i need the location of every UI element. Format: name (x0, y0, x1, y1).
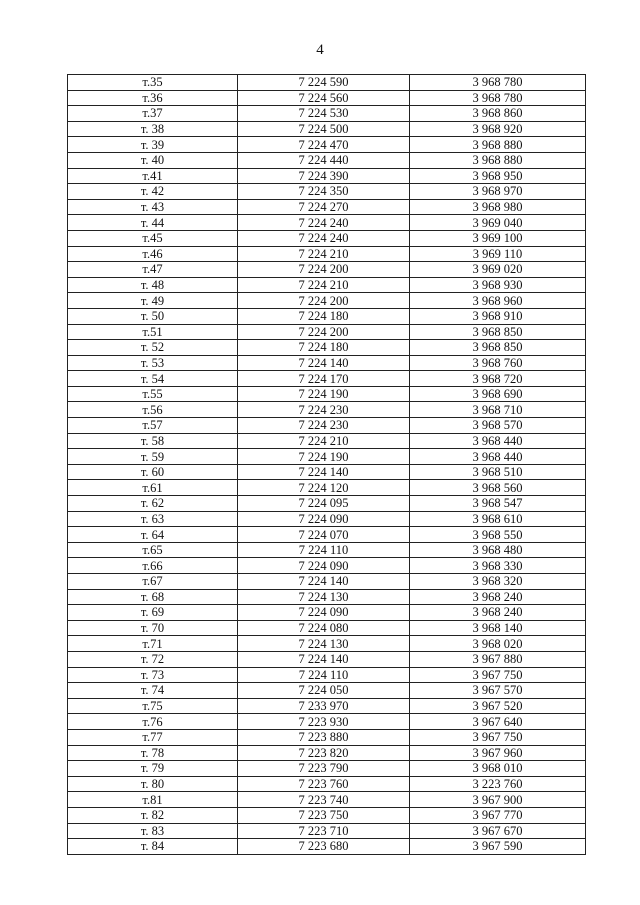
x-coordinate-cell: 7 223 790 (238, 761, 410, 777)
table-row (68, 402, 586, 418)
y-coordinate-cell: 3 968 760 (410, 355, 586, 371)
y-coordinate-cell: 3 969 110 (410, 246, 586, 262)
table-row (68, 620, 586, 636)
x-coordinate-cell: 7 223 820 (238, 745, 410, 761)
table-row (68, 324, 586, 340)
x-coordinate-cell: 7 224 390 (238, 168, 410, 184)
x-coordinate-cell: 7 224 240 (238, 230, 410, 246)
point-label-cell: т. 64 (68, 527, 238, 543)
y-coordinate-cell: 3 968 440 (410, 449, 586, 465)
table-row (68, 605, 586, 621)
table-row (68, 137, 586, 153)
y-coordinate-cell: 3 968 950 (410, 168, 586, 184)
table-row (68, 761, 586, 777)
x-coordinate-cell: 7 224 140 (238, 464, 410, 480)
table-row (68, 246, 586, 262)
y-coordinate-cell: 3 968 860 (410, 106, 586, 122)
table-row (68, 574, 586, 590)
point-label-cell: т. 52 (68, 340, 238, 356)
point-label-cell: т.81 (68, 792, 238, 808)
y-coordinate-cell: 3 968 560 (410, 480, 586, 496)
table-row (68, 230, 586, 246)
x-coordinate-cell: 7 224 090 (238, 605, 410, 621)
point-label-cell: т.77 (68, 729, 238, 745)
x-coordinate-cell: 7 224 200 (238, 262, 410, 278)
point-label-cell: т.56 (68, 402, 238, 418)
y-coordinate-cell: 3 967 640 (410, 714, 586, 730)
y-coordinate-cell: 3 968 690 (410, 386, 586, 402)
y-coordinate-cell: 3 967 750 (410, 729, 586, 745)
x-coordinate-cell: 7 224 350 (238, 184, 410, 200)
x-coordinate-cell: 7 233 970 (238, 698, 410, 714)
x-coordinate-cell: 7 223 740 (238, 792, 410, 808)
point-label-cell: т. 62 (68, 496, 238, 512)
point-label-cell: т. 53 (68, 355, 238, 371)
table-row (68, 823, 586, 839)
table-row (68, 308, 586, 324)
y-coordinate-cell: 3 967 570 (410, 683, 586, 699)
x-coordinate-cell: 7 223 710 (238, 823, 410, 839)
x-coordinate-cell: 7 224 110 (238, 667, 410, 683)
table-row (68, 698, 586, 714)
y-coordinate-cell: 3 969 020 (410, 262, 586, 278)
x-coordinate-cell: 7 223 750 (238, 807, 410, 823)
y-coordinate-cell: 3 968 850 (410, 324, 586, 340)
x-coordinate-cell: 7 223 880 (238, 729, 410, 745)
point-label-cell: т.75 (68, 698, 238, 714)
y-coordinate-cell: 3 968 140 (410, 620, 586, 636)
point-label-cell: т.45 (68, 230, 238, 246)
point-label-cell: т. 44 (68, 215, 238, 231)
x-coordinate-cell: 7 224 180 (238, 340, 410, 356)
x-coordinate-cell: 7 224 080 (238, 620, 410, 636)
x-coordinate-cell: 7 224 130 (238, 589, 410, 605)
x-coordinate-cell: 7 224 210 (238, 277, 410, 293)
x-coordinate-cell: 7 224 590 (238, 75, 410, 91)
table-row (68, 745, 586, 761)
y-coordinate-cell: 3 968 610 (410, 511, 586, 527)
x-coordinate-cell: 7 224 170 (238, 371, 410, 387)
table-row (68, 683, 586, 699)
y-coordinate-cell: 3 967 520 (410, 698, 586, 714)
table-row (68, 355, 586, 371)
x-coordinate-cell: 7 224 190 (238, 449, 410, 465)
point-label-cell: т. 54 (68, 371, 238, 387)
x-coordinate-cell: 7 224 090 (238, 511, 410, 527)
point-label-cell: т. 79 (68, 761, 238, 777)
table-row (68, 511, 586, 527)
table-row (68, 199, 586, 215)
x-coordinate-cell: 7 224 270 (238, 199, 410, 215)
point-label-cell: т. 83 (68, 823, 238, 839)
table-row (68, 121, 586, 137)
table-row (68, 184, 586, 200)
x-coordinate-cell: 7 224 110 (238, 542, 410, 558)
point-label-cell: т.51 (68, 324, 238, 340)
point-label-cell: т. 39 (68, 137, 238, 153)
y-coordinate-cell: 3 969 100 (410, 230, 586, 246)
table-row (68, 651, 586, 667)
point-label-cell: т. 43 (68, 199, 238, 215)
x-coordinate-cell: 7 224 070 (238, 527, 410, 543)
y-coordinate-cell: 3 967 900 (410, 792, 586, 808)
y-coordinate-cell: 3 968 020 (410, 636, 586, 652)
point-label-cell: т.41 (68, 168, 238, 184)
x-coordinate-cell: 7 224 230 (238, 418, 410, 434)
x-coordinate-cell: 7 224 130 (238, 636, 410, 652)
point-label-cell: т. 80 (68, 776, 238, 792)
point-label-cell: т. 74 (68, 683, 238, 699)
coordinates-table (67, 74, 586, 855)
x-coordinate-cell: 7 224 140 (238, 651, 410, 667)
point-label-cell: т.37 (68, 106, 238, 122)
x-coordinate-cell: 7 224 140 (238, 574, 410, 590)
point-label-cell: т.35 (68, 75, 238, 91)
x-coordinate-cell: 7 224 560 (238, 90, 410, 106)
x-coordinate-cell: 7 224 470 (238, 137, 410, 153)
point-label-cell: т. 58 (68, 433, 238, 449)
x-coordinate-cell: 7 224 210 (238, 433, 410, 449)
point-label-cell: т. 38 (68, 121, 238, 137)
x-coordinate-cell: 7 224 230 (238, 402, 410, 418)
point-label-cell: т.71 (68, 636, 238, 652)
y-coordinate-cell: 3 967 880 (410, 651, 586, 667)
point-label-cell: т.47 (68, 262, 238, 278)
y-coordinate-cell: 3 968 780 (410, 75, 586, 91)
point-label-cell: т. 78 (68, 745, 238, 761)
table-row (68, 714, 586, 730)
point-label-cell: т. 42 (68, 184, 238, 200)
point-label-cell: т. 59 (68, 449, 238, 465)
table-row (68, 106, 586, 122)
point-label-cell: т. 48 (68, 277, 238, 293)
point-label-cell: т. 82 (68, 807, 238, 823)
table-row (68, 449, 586, 465)
x-coordinate-cell: 7 224 140 (238, 355, 410, 371)
y-coordinate-cell: 3 967 590 (410, 839, 586, 855)
y-coordinate-cell: 3 968 570 (410, 418, 586, 434)
table-row (68, 152, 586, 168)
table-row (68, 262, 586, 278)
table-row (68, 75, 586, 91)
y-coordinate-cell: 3 969 040 (410, 215, 586, 231)
x-coordinate-cell: 7 224 530 (238, 106, 410, 122)
y-coordinate-cell: 3 968 910 (410, 308, 586, 324)
table-row (68, 90, 586, 106)
coordinates-table-body (68, 75, 586, 855)
point-label-cell: т. 73 (68, 667, 238, 683)
point-label-cell: т. 70 (68, 620, 238, 636)
point-label-cell: т.36 (68, 90, 238, 106)
point-label-cell: т. 84 (68, 839, 238, 855)
point-label-cell: т. 63 (68, 511, 238, 527)
point-label-cell: т. 49 (68, 293, 238, 309)
page-number: 4 (316, 42, 324, 58)
x-coordinate-cell: 7 224 180 (238, 308, 410, 324)
point-label-cell: т.67 (68, 574, 238, 590)
table-row (68, 386, 586, 402)
x-coordinate-cell: 7 224 190 (238, 386, 410, 402)
y-coordinate-cell: 3 968 850 (410, 340, 586, 356)
table-row (68, 496, 586, 512)
table-row (68, 839, 586, 855)
table-row (68, 418, 586, 434)
x-coordinate-cell: 7 223 760 (238, 776, 410, 792)
x-coordinate-cell: 7 224 500 (238, 121, 410, 137)
x-coordinate-cell: 7 224 090 (238, 558, 410, 574)
y-coordinate-cell: 3 968 480 (410, 542, 586, 558)
y-coordinate-cell: 3 967 770 (410, 807, 586, 823)
table-row (68, 293, 586, 309)
x-coordinate-cell: 7 223 680 (238, 839, 410, 855)
y-coordinate-cell: 3 967 670 (410, 823, 586, 839)
table-row (68, 340, 586, 356)
x-coordinate-cell: 7 224 440 (238, 152, 410, 168)
y-coordinate-cell: 3 967 960 (410, 745, 586, 761)
y-coordinate-cell: 3 968 980 (410, 199, 586, 215)
point-label-cell: т. 60 (68, 464, 238, 480)
point-label-cell: т. 40 (68, 152, 238, 168)
point-label-cell: т. 68 (68, 589, 238, 605)
y-coordinate-cell: 3 968 320 (410, 574, 586, 590)
y-coordinate-cell: 3 968 970 (410, 184, 586, 200)
y-coordinate-cell: 3 968 330 (410, 558, 586, 574)
table-row (68, 729, 586, 745)
point-label-cell: т. 50 (68, 308, 238, 324)
y-coordinate-cell: 3 968 010 (410, 761, 586, 777)
y-coordinate-cell: 3 968 440 (410, 433, 586, 449)
y-coordinate-cell: 3 968 880 (410, 137, 586, 153)
table-row (68, 527, 586, 543)
table-row (68, 542, 586, 558)
table-row (68, 480, 586, 496)
table-row (68, 168, 586, 184)
x-coordinate-cell: 7 224 210 (238, 246, 410, 262)
point-label-cell: т.61 (68, 480, 238, 496)
y-coordinate-cell: 3 968 780 (410, 90, 586, 106)
y-coordinate-cell: 3 968 920 (410, 121, 586, 137)
y-coordinate-cell: 3 967 750 (410, 667, 586, 683)
y-coordinate-cell: 3 968 547 (410, 496, 586, 512)
point-label-cell: т.65 (68, 542, 238, 558)
x-coordinate-cell: 7 224 050 (238, 683, 410, 699)
point-label-cell: т.66 (68, 558, 238, 574)
table-row (68, 776, 586, 792)
y-coordinate-cell: 3 968 880 (410, 152, 586, 168)
x-coordinate-cell: 7 224 120 (238, 480, 410, 496)
point-label-cell: т.46 (68, 246, 238, 262)
table-row (68, 667, 586, 683)
y-coordinate-cell: 3 968 720 (410, 371, 586, 387)
point-label-cell: т. 69 (68, 605, 238, 621)
table-row (68, 792, 586, 808)
y-coordinate-cell: 3 968 550 (410, 527, 586, 543)
x-coordinate-cell: 7 224 200 (238, 324, 410, 340)
table-row (68, 807, 586, 823)
table-row (68, 558, 586, 574)
table-row (68, 636, 586, 652)
table-row (68, 433, 586, 449)
x-coordinate-cell: 7 223 930 (238, 714, 410, 730)
point-label-cell: т.57 (68, 418, 238, 434)
table-row (68, 589, 586, 605)
x-coordinate-cell: 7 224 200 (238, 293, 410, 309)
x-coordinate-cell: 7 224 095 (238, 496, 410, 512)
y-coordinate-cell: 3 968 240 (410, 605, 586, 621)
y-coordinate-cell: 3 968 710 (410, 402, 586, 418)
y-coordinate-cell: 3 968 240 (410, 589, 586, 605)
point-label-cell: т.55 (68, 386, 238, 402)
table-row (68, 215, 586, 231)
table-row (68, 371, 586, 387)
y-coordinate-cell: 3 968 930 (410, 277, 586, 293)
y-coordinate-cell: 3 968 960 (410, 293, 586, 309)
table-row (68, 464, 586, 480)
point-label-cell: т.76 (68, 714, 238, 730)
y-coordinate-cell: 3 223 760 (410, 776, 586, 792)
y-coordinate-cell: 3 968 510 (410, 464, 586, 480)
point-label-cell: т. 72 (68, 651, 238, 667)
x-coordinate-cell: 7 224 240 (238, 215, 410, 231)
table-row (68, 277, 586, 293)
